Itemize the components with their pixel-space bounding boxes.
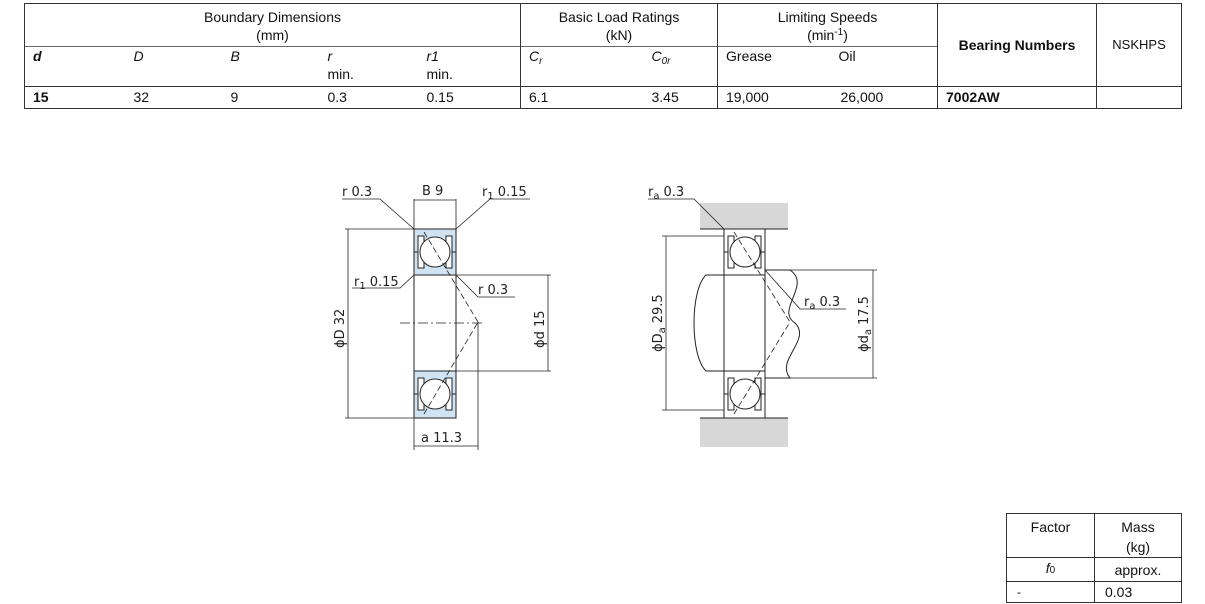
ra-mid-sub: a	[809, 301, 816, 312]
col-c0r-sub: 0r	[661, 56, 671, 67]
ra-top-r: r	[648, 185, 654, 200]
bearing-numbers-header: Bearing Numbers	[938, 4, 1097, 87]
col-r1-label: r1	[426, 48, 439, 64]
mounting-drawing	[648, 199, 877, 447]
shaft-left-break	[694, 275, 724, 371]
cell-bearing-number: 7002AW	[938, 87, 1097, 109]
mass-value: 0.03	[1095, 582, 1182, 603]
ra-top-sub: a	[653, 191, 660, 202]
r1-top-value: 0.15	[497, 185, 527, 200]
col-grease: Grease	[718, 47, 831, 87]
r1-top-sub: 1	[487, 191, 494, 202]
r1-label-top	[482, 185, 527, 202]
cell-D: 32	[126, 87, 223, 109]
cell-d: 15	[25, 87, 126, 109]
Da-label	[651, 294, 668, 352]
d-label: ϕd 15	[533, 310, 548, 348]
cell-r1: 0.15	[419, 87, 521, 109]
cell-r: 0.3	[320, 87, 419, 109]
mass-header: Mass	[1095, 514, 1182, 538]
r-label-mid: r 0.3	[478, 283, 509, 298]
Da-prefix: ϕD	[651, 333, 666, 352]
lower-ball	[420, 379, 450, 409]
ra-top-value: 0.3	[663, 185, 685, 200]
r1-mid-value: 0.15	[369, 275, 399, 290]
speed-unit-suffix: )	[843, 27, 848, 43]
col-r-label: r	[327, 48, 333, 64]
col-r-min: min.	[327, 66, 354, 82]
f0-label	[1007, 558, 1095, 582]
nskhps-header: NSKHPS	[1097, 4, 1182, 87]
col-d: d	[25, 47, 126, 87]
ra-label-top	[648, 185, 684, 202]
speed-unit-sup: -1	[834, 27, 844, 38]
load-ratings-title: Basic Load Ratings	[558, 9, 680, 25]
approx-label: approx.	[1095, 558, 1182, 582]
cell-cr: 6.1	[521, 87, 622, 109]
r1-label-mid	[354, 275, 399, 292]
upper-ball	[420, 237, 450, 267]
Da-value: 29.5	[651, 294, 666, 324]
B-label: B 9	[422, 184, 444, 199]
r-label-top: r 0.3	[342, 185, 373, 200]
mass-unit: (kg)	[1095, 537, 1182, 558]
Da-sub: a	[657, 327, 668, 334]
cell-oil: 26,000	[831, 87, 938, 109]
col-cr-sub: r	[539, 56, 543, 67]
col-oil: Oil	[831, 47, 938, 87]
cell-grease: 19,000	[718, 87, 831, 109]
ra-label-mid	[804, 295, 840, 312]
mounted-upper-ball	[730, 237, 760, 267]
f0-value: -	[1007, 582, 1095, 603]
da-label	[857, 296, 874, 352]
boundary-dimensions-title: Boundary Dimensions	[204, 9, 341, 25]
f0-sub: 0	[1049, 565, 1056, 576]
mounted-lower-ball	[730, 379, 760, 409]
load-ratings-unit: (kN)	[605, 27, 633, 43]
ra-mid-value: 0.3	[819, 295, 841, 310]
shaft-right-break	[765, 270, 800, 378]
a-label: a 11.3	[421, 431, 463, 446]
col-c0r-label: C	[651, 48, 662, 64]
limiting-speeds-title: Limiting Speeds	[777, 9, 878, 25]
col-B: B	[223, 47, 320, 87]
factor-header: Factor	[1007, 514, 1095, 558]
D-label: ϕD 32	[333, 308, 348, 348]
f0-letter: f	[1045, 560, 1050, 576]
cell-B: 9	[223, 87, 320, 109]
bearing-section-drawing	[342, 199, 551, 450]
ra-mid-r: r	[804, 295, 810, 310]
factor-mass-table	[1006, 513, 1182, 603]
col-D: D	[126, 47, 223, 87]
col-cr-label: C	[529, 48, 540, 64]
da-prefix: ϕd	[857, 335, 872, 352]
boundary-dimensions-unit: (mm)	[256, 27, 289, 43]
r1-top-r: r	[482, 185, 488, 200]
da-sub: a	[863, 329, 874, 336]
col-r1-min: min.	[426, 66, 453, 82]
r1-mid-r: r	[354, 275, 360, 290]
r1-mid-sub: 1	[359, 281, 366, 292]
cell-c0r: 3.45	[622, 87, 718, 109]
speed-unit-prefix: (min	[807, 27, 835, 43]
da-value: 17.5	[857, 296, 872, 326]
